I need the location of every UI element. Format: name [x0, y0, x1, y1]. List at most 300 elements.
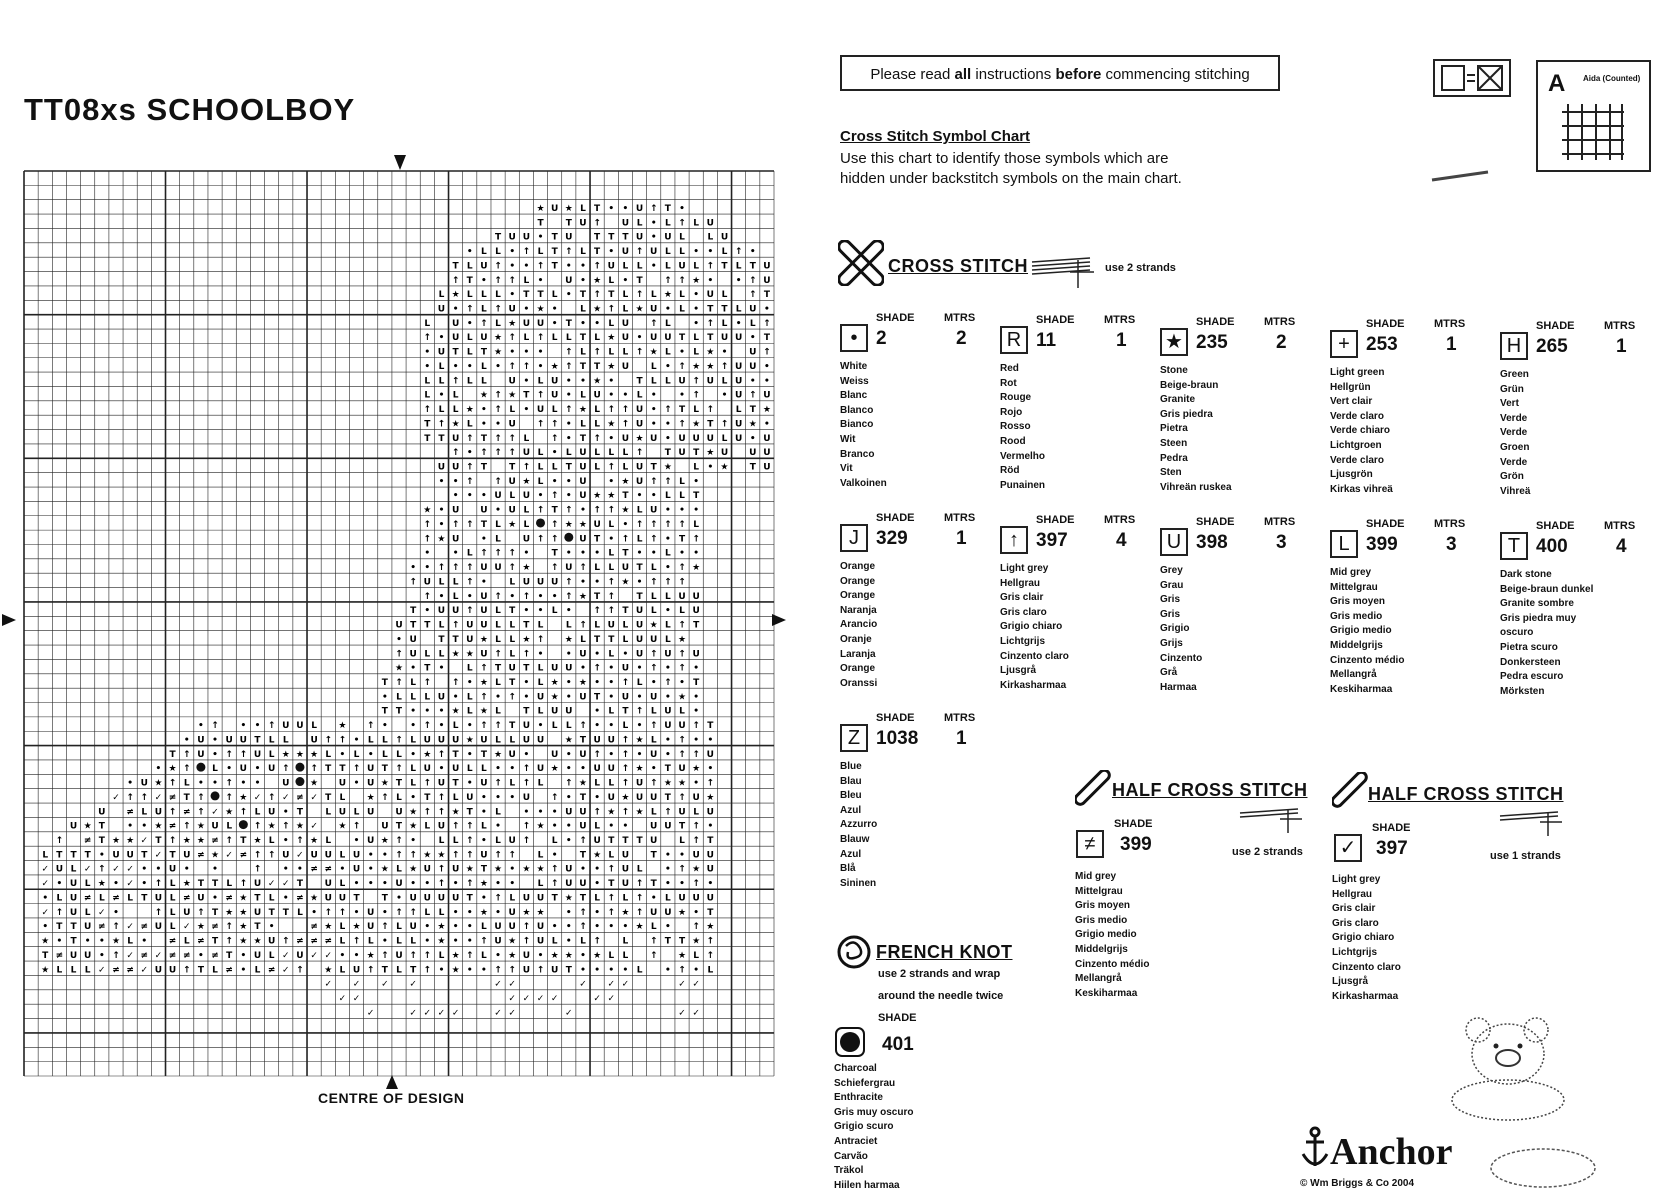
stitch-mark: L [608, 706, 615, 717]
color-name: Steen [1160, 437, 1188, 449]
stitch-mark: U [239, 735, 247, 746]
stitch-mark: L [537, 850, 544, 861]
stitch-mark: • [282, 807, 289, 818]
stitch-mark: U [253, 879, 262, 890]
stitch-mark: ↑ [550, 879, 559, 890]
color-name: Mellangrå [1075, 973, 1122, 985]
color-name: Rood [1000, 435, 1026, 447]
stitch-mark: • [693, 706, 700, 717]
stitch-mark: • [764, 419, 770, 430]
stitch-mark: U [522, 318, 531, 329]
stitch-mark: U [423, 764, 431, 775]
stitch-mark: ↑ [494, 390, 502, 401]
stitch-mark: ★ [168, 764, 177, 775]
stitch-mark: • [565, 922, 572, 933]
stitch-mark: ↑ [225, 792, 233, 803]
stitch-mark: L [183, 936, 190, 947]
color-name: Valkoinen [840, 477, 887, 489]
stitch-mark: ★ [692, 936, 701, 947]
stitch-mark: L [537, 879, 544, 890]
stitch-mark: ↑ [168, 778, 177, 789]
color-names [1330, 366, 1393, 497]
stitch-mark: U [395, 950, 403, 961]
stitch-mark: ✓ [41, 879, 49, 890]
color-name: Oranssi [840, 677, 878, 689]
stitch-mark: U [451, 606, 460, 617]
color-name: Träkol [834, 1165, 864, 1177]
stitch-mark: ✓ [126, 879, 134, 890]
stitch-mark: • [650, 405, 657, 416]
stitch-mark: • [282, 835, 289, 846]
stitch-mark: • [622, 965, 629, 976]
stitch-mark: U [508, 419, 516, 430]
stitch-mark: L [466, 376, 473, 387]
bottom-centre-arrow [386, 1075, 398, 1089]
mtrs-label: MTRS [1434, 318, 1466, 330]
stitch-mark: L [495, 290, 501, 301]
cross-stitch-heading: CROSS STITCH [888, 256, 1029, 276]
stitch-mark: ★ [380, 864, 389, 875]
stitch-mark: T [410, 965, 417, 976]
stitch-mark: ★ [720, 462, 729, 473]
stitch-mark: • [608, 677, 615, 688]
stitch-mark: ✓ [593, 994, 601, 1005]
stitch-mark: U [664, 333, 672, 344]
stitch-mark: ↑ [664, 476, 672, 487]
stitch-mark: T [98, 821, 105, 832]
stitch-mark: T [622, 706, 629, 717]
stitch-mark: ↑ [664, 677, 672, 688]
stitch-mark: L [551, 835, 558, 846]
stitch-mark: ↑ [494, 275, 502, 286]
stitch-mark: • [735, 318, 742, 329]
stitch-mark: ✓ [41, 864, 49, 875]
stitch-mark: ★ [451, 649, 460, 660]
stitch-mark: T [523, 290, 530, 301]
stitch-mark: • [523, 606, 530, 617]
stitch-mark: U [536, 893, 545, 904]
stitch-mark: U [522, 491, 531, 502]
color-name: oscuro [1500, 627, 1534, 639]
stitch-mark: ↑ [692, 821, 700, 832]
stitch-mark: • [381, 879, 388, 890]
stitch-mark: T [622, 491, 629, 502]
stitch-mark: L [495, 807, 501, 818]
stitch-mark: T [707, 835, 714, 846]
stitch-mark: ✓ [98, 907, 106, 918]
stitch-mark: • [424, 922, 431, 933]
stitch-mark: • [452, 922, 459, 933]
stitch-mark: U [692, 850, 700, 861]
stitch-mark: • [650, 261, 657, 272]
stitch-mark: ★ [494, 333, 503, 344]
stitch-mark: U [168, 965, 177, 976]
stitch-mark: L [438, 290, 445, 301]
stitch-mark: ★ [494, 347, 503, 358]
stitch-mark: L [339, 965, 346, 976]
stitch-mark: ★ [550, 950, 559, 961]
stitch-mark: U [607, 792, 615, 803]
color-name: Verde [1500, 427, 1528, 439]
stitch-mark: • [438, 965, 445, 976]
stitch-mark: ↑ [550, 563, 559, 574]
stitch-mark: U [84, 950, 92, 961]
stitch-mark: T [211, 936, 219, 947]
color-name: Mid grey [1075, 871, 1117, 882]
stitch-mark: • [367, 879, 374, 890]
stitch-mark: ★ [522, 634, 531, 645]
stitch-mark: • [523, 347, 530, 358]
stitch-mark: L [396, 864, 402, 875]
stitch-mark: L [735, 405, 742, 416]
stitch-mark: ★ [621, 792, 630, 803]
stitch-mark: U [650, 634, 658, 645]
stitch-mark: • [537, 649, 544, 660]
stitch-mark: ★ [550, 361, 559, 372]
stitch-mark: U [551, 663, 559, 674]
stitch-mark: L [594, 620, 600, 631]
stitch-mark: • [353, 879, 360, 890]
stitch-mark: ↑ [678, 649, 686, 660]
color-name: Cinzento [1160, 652, 1203, 664]
stitch-mark: U [168, 864, 177, 875]
stitch-mark: U [749, 347, 757, 358]
stitch-mark: ↑ [522, 462, 531, 473]
color-name: Grijs [1160, 637, 1183, 649]
stitch-mark: ↑ [635, 290, 644, 301]
color-names [1330, 566, 1404, 697]
stitch-mark: • [509, 247, 516, 258]
stitch-mark: • [495, 505, 501, 516]
stitch-mark: ↑ [182, 764, 191, 775]
stitch-mark: • [155, 764, 162, 775]
stitch-mark: U [678, 893, 686, 904]
stitch-mark: T [523, 663, 530, 674]
stitch-mark: ↑ [621, 764, 630, 775]
stitch-mark: U [607, 764, 615, 775]
stitch-mark: L [551, 405, 558, 416]
stitch-mark: ↑ [550, 433, 559, 444]
mtrs-label: MTRS [1264, 316, 1296, 328]
stitch-mark: L [268, 950, 275, 961]
stitch-mark: • [608, 203, 615, 214]
stitch-mark: U [734, 361, 743, 372]
stitch-mark: • [749, 333, 756, 344]
stitch-mark: L [84, 965, 91, 976]
stitch-mark: ↑ [465, 850, 474, 861]
stitch-mark: ↑ [253, 850, 262, 861]
stitch-mark: L [664, 491, 671, 502]
stitch-mark: ↑ [494, 850, 502, 861]
stitch-mark: ↑ [649, 519, 658, 530]
stitch-mark: ≠ [296, 936, 304, 947]
stitch-mark: ★ [522, 907, 531, 918]
stitch-mark: • [636, 577, 643, 588]
stitch-mark: T [325, 792, 332, 803]
color-name: Beige-braun dunkel [1500, 583, 1594, 595]
stitch-mark: ✓ [678, 1008, 686, 1019]
stitch-mark: • [410, 792, 417, 803]
stitch-mark: • [650, 764, 657, 775]
stitch-mark: L [141, 807, 148, 818]
stitch-mark: T [494, 663, 502, 674]
stitch-mark: • [452, 476, 459, 487]
cross-stitch-strands: use 2 strands [1105, 262, 1176, 274]
stitch-mark: ★ [479, 390, 488, 401]
color-name: Cinzento médio [1075, 958, 1150, 970]
color-names [1000, 562, 1069, 693]
stitch-mark: ↑ [734, 247, 743, 258]
stitch-mark: U [69, 907, 78, 918]
color-name: Dark stone [1500, 569, 1552, 580]
stitch-mark: ↑ [678, 519, 686, 530]
stitch-mark: ↑ [607, 462, 616, 473]
stitch-mark: ★ [295, 749, 304, 760]
color-name: Middelgrijs [1330, 639, 1383, 651]
stitch-mark: ↑ [536, 965, 545, 976]
stitch-mark: L [565, 721, 572, 732]
stitch-mark: • [565, 835, 572, 846]
stitch-mark: L [693, 405, 700, 416]
stitch-mark: T [395, 706, 403, 717]
stitch-mark: ★ [522, 476, 531, 487]
stitch-mark: L [466, 290, 473, 301]
stitch-mark: • [580, 261, 586, 272]
stitch-mark: T [579, 361, 587, 372]
stitch-mark: L [523, 505, 530, 516]
stitch-mark: • [764, 361, 770, 372]
stitch-mark: L [537, 376, 544, 387]
stitch-mark: ✓ [41, 907, 49, 918]
stitch-mark: L [268, 835, 275, 846]
stitch-mark: L [452, 390, 459, 401]
stitch-mark: • [636, 721, 643, 732]
stitch-mark: ★ [663, 290, 672, 301]
stitch-mark: ★ [564, 950, 573, 961]
stitch-mark: ↑ [565, 405, 573, 416]
stitch-mark: • [594, 318, 600, 329]
stitch-mark: T [339, 764, 346, 775]
stitch-mark: ★ [97, 879, 106, 890]
color-names [1075, 870, 1149, 1001]
stitch-mark: ★ [494, 749, 503, 760]
stitch-mark: • [438, 764, 445, 775]
stitch-mark: ✓ [409, 1008, 417, 1019]
stitch-mark: • [622, 390, 629, 401]
stitch-mark: ★ [536, 907, 545, 918]
stitch-mark: ↑ [565, 361, 573, 372]
stitch-mark: ↑ [480, 548, 488, 559]
stitch-mark: • [537, 606, 544, 617]
stitch-mark: ★ [196, 922, 205, 933]
color-name: Rosso [1000, 421, 1031, 433]
stitch-mark: L [70, 965, 77, 976]
stitch-mark: ≠ [296, 893, 304, 904]
stitch-mark: T [537, 218, 544, 229]
stitch-mark: L [438, 620, 445, 631]
stitch-mark: ✓ [692, 979, 700, 990]
stitch-mark: U [310, 735, 318, 746]
stitch-mark: U [763, 390, 771, 401]
stitch-mark: ≠ [324, 936, 333, 947]
stitch-mark: L [664, 218, 671, 229]
stitch-mark: ↑ [423, 950, 432, 961]
stitch-mark: L [254, 807, 261, 818]
stitch-mark: • [537, 347, 544, 358]
stitch-mark: T [183, 792, 190, 803]
stitch-mark: U [664, 232, 672, 243]
stitch-mark: L [551, 290, 558, 301]
color-name: Donkersteen [1500, 656, 1561, 668]
stitch-mark: ↑ [55, 835, 64, 846]
stitch-mark: • [679, 548, 685, 559]
stitch-mark: ↑ [763, 347, 771, 358]
stitch-mark: • [693, 505, 700, 516]
stitch-mark: ✓ [607, 979, 616, 990]
stitch-mark: ✓ [267, 879, 276, 890]
stitch-mark: ↑ [494, 548, 502, 559]
stitch-mark: ↑ [635, 879, 644, 890]
stitch-mark: ↑ [550, 792, 559, 803]
stitch-mark: U [565, 663, 573, 674]
shade-value: 397 [1376, 838, 1408, 859]
stitch-mark: ↑ [395, 735, 403, 746]
stitch-mark: • [608, 247, 615, 258]
color-name: Blanc [840, 390, 868, 402]
stitch-mark: L [537, 462, 544, 473]
stitch-mark: ✓ [423, 1008, 432, 1019]
stitch-mark: T [678, 936, 686, 947]
stitch-mark: ★ [210, 850, 220, 861]
stitch-mark: ★ [451, 950, 460, 961]
stitch-mark: ★ [593, 304, 602, 315]
stitch-mark: U [324, 879, 332, 890]
stitch-mark: ★ [593, 376, 602, 387]
mtrs-value: 3 [1276, 532, 1287, 553]
stitch-mark: • [466, 247, 473, 258]
stitch-mark: U [69, 879, 78, 890]
stitch-mark: • [438, 706, 445, 717]
copyright: © Wm Briggs & Co 2004 [1300, 1178, 1415, 1189]
stitch-mark: U [437, 735, 446, 746]
stitch-mark: L [169, 879, 176, 890]
stitch-mark: U [381, 821, 389, 832]
stitch-mark: • [650, 419, 657, 430]
stitch-mark: • [424, 936, 431, 947]
mtrs-label: MTRS [1434, 518, 1466, 530]
stitch-mark: ★ [706, 448, 715, 459]
stitch-mark: ↑ [437, 807, 446, 818]
stitch-mark: ≠ [211, 922, 219, 933]
stitch-mark: • [141, 936, 148, 947]
stitch-mark: • [438, 505, 445, 516]
stitch-mark: ★ [649, 347, 658, 358]
stitch-mark: L [622, 347, 629, 358]
stitch-mark: ↑ [536, 505, 545, 516]
stitch-mark: U [551, 376, 559, 387]
stitch-mark: • [679, 505, 685, 516]
stitch-mark: T [466, 893, 473, 904]
stitch-mark: ★ [550, 764, 559, 775]
stitch-mark: ✓ [112, 864, 120, 875]
stitch-mark: U [522, 735, 531, 746]
stitch-mark: ★ [380, 778, 389, 789]
stitch-mark: • [580, 376, 586, 387]
stitch-mark: L [424, 390, 431, 401]
stitch-mark: • [42, 893, 49, 904]
stitch-mark: ↑ [239, 807, 248, 818]
stitch-mark: U [650, 907, 658, 918]
stitch-mark: • [481, 893, 487, 904]
stitch-mark: L [452, 405, 459, 416]
stitch-mark: • [127, 778, 134, 789]
stitch-mark: ↑ [423, 405, 432, 416]
stitch-mark: U [621, 692, 630, 703]
stitch-mark: • [735, 275, 742, 286]
stitch-mark: ↑ [451, 677, 460, 688]
color-name: Harmaa [1160, 681, 1197, 693]
stitch-symbol: ↑ [1000, 526, 1028, 554]
stitch-mark: T [693, 491, 700, 502]
stitch-mark: U [650, 304, 658, 315]
stitch-mark: L [650, 606, 657, 617]
stitch-mark: U [395, 807, 403, 818]
stitch-mark: ↑ [621, 778, 630, 789]
stitch-mark: ✓ [381, 979, 389, 990]
stitch-mark: U [324, 893, 332, 904]
stitch-mark: ↑ [451, 563, 460, 574]
stitch-mark: ✓ [352, 979, 361, 990]
stitch-mark: U [692, 792, 700, 803]
stitch-mark: ↑ [324, 907, 333, 918]
stitch-mark: • [466, 721, 473, 732]
stitch-mark: ≠ [168, 936, 177, 947]
stitch-mark: L [551, 936, 558, 947]
color-name: Grigio chiaro [1000, 621, 1063, 633]
stitch-mark: U [466, 634, 474, 645]
color-name: Grey [1160, 565, 1183, 576]
stitch-mark: L [608, 519, 615, 530]
stitch-mark: ★ [479, 879, 488, 890]
stitch-mark: L [438, 376, 445, 387]
stitch-mark: ↑ [607, 591, 616, 602]
shade-value: 397 [1036, 530, 1068, 551]
stitch-mark: U [664, 706, 672, 717]
stitch-mark: • [707, 879, 714, 890]
stitch-mark: U [423, 893, 431, 904]
notice-text: Please read [870, 66, 955, 83]
stitch-mark: ↑ [565, 577, 573, 588]
stitch-mark: U [338, 778, 347, 789]
stitch-mark: L [268, 893, 275, 904]
stitch-mark: ↑ [437, 419, 446, 430]
stitch-mark: T [664, 203, 671, 214]
stitch-mark: ★ [635, 807, 644, 818]
stitch-mark: U [508, 304, 516, 315]
stitch-mark: ↑ [338, 907, 347, 918]
stitch-mark: L [481, 376, 487, 387]
stitch-mark: ≠ [197, 936, 205, 947]
stitch-mark: ↑ [465, 462, 474, 473]
thread-strands-icon [1238, 805, 1308, 835]
stitch-mark: T [749, 405, 756, 416]
stitch-mark: • [113, 907, 119, 918]
stitch-mark: L [396, 792, 402, 803]
color-name: Light grey [1332, 874, 1381, 885]
stitch-mark: T [509, 677, 516, 688]
stitch-mark: ↑ [593, 936, 601, 947]
stitch-mark: • [594, 721, 600, 732]
